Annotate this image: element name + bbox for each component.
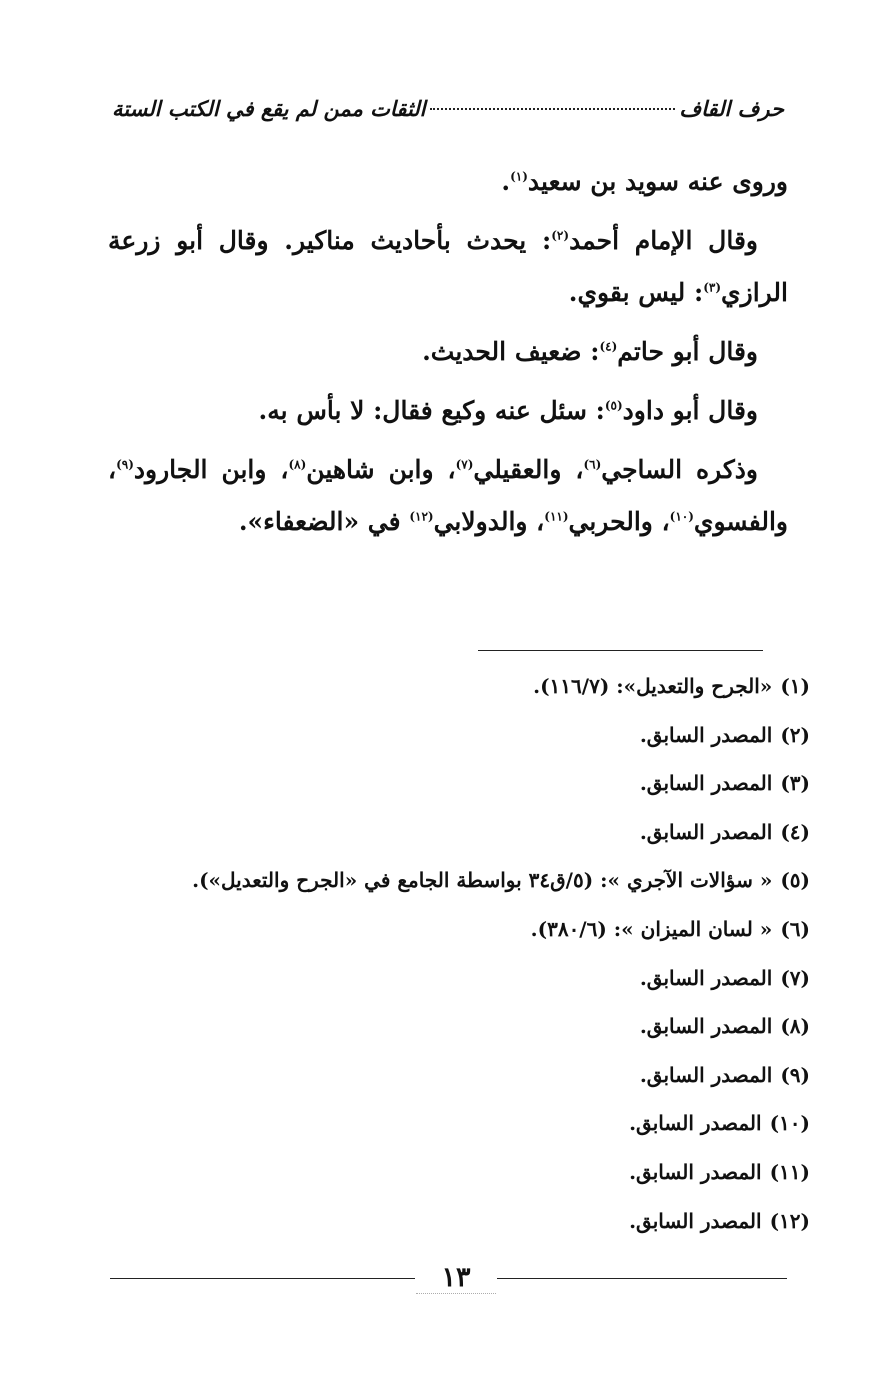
footnote-text: المصدر السابق. (639, 1014, 773, 1039)
footnotes-list (170, 662, 810, 1245)
paragraph-3 (108, 326, 788, 378)
footnote-item (170, 808, 810, 857)
footnote-number: (١) (780, 674, 810, 698)
footnote-ref[interactable]: (١) (510, 169, 528, 184)
footnote-text: المصدر السابق. (639, 1062, 773, 1087)
footnote-text: المصدر السابق. (629, 1111, 762, 1136)
footnote-ref[interactable]: (٢) (551, 228, 570, 243)
page-number: ١٣ (441, 1262, 471, 1293)
footnote-text: المصدر السابق. (639, 722, 773, 747)
footnote-number: (٩) (780, 1062, 810, 1087)
footnote-ref[interactable]: (٨) (288, 457, 307, 472)
footnote-item (170, 1148, 810, 1197)
text-run: وذكره الساجي (601, 455, 758, 484)
text-run: ، وابن شاهين (306, 455, 456, 484)
footnote-item (170, 905, 810, 954)
footnote-text: المصدر السابق. (629, 1208, 762, 1233)
footnote-ref[interactable]: (١٢) (409, 509, 434, 524)
footnote-number: (٧) (780, 965, 810, 990)
footnote-text: «الجرح والتعديل»: (١١٦/٧). (533, 674, 773, 698)
running-header (112, 96, 784, 136)
text-run: : ليس بقوي. (568, 278, 704, 307)
footnote-item (170, 856, 810, 905)
paragraph-1 (108, 156, 788, 208)
main-text (108, 156, 788, 555)
footnote-item (170, 1099, 810, 1148)
chapter-title: حرف القاف (679, 96, 784, 121)
text-run: وقال الإمام أحمد (569, 226, 758, 255)
book-title: الثقات ممن لم يقع في الكتب الستة (112, 96, 426, 121)
footnote-text: المصدر السابق. (639, 965, 773, 990)
text-run: ، والدولابي (433, 507, 545, 536)
text-run: : سئل عنه وكيع فقال: لا بأس به. (258, 396, 605, 425)
footnote-text: « لسان الميزان »: (٣٨٠/٦). (530, 916, 773, 941)
text-run: ، والعقيلي (473, 455, 584, 484)
text-run: . (501, 167, 511, 196)
paragraph-5 (108, 444, 788, 548)
footnote-number: (٥) (780, 868, 810, 893)
footnote-number: (٣) (780, 771, 810, 796)
paragraph-4 (108, 385, 788, 437)
footnote-number: (١١) (769, 1159, 810, 1184)
footnote-number: (٤) (780, 819, 810, 844)
footnote-text: المصدر السابق. (629, 1159, 762, 1184)
text-run: ، والحربي (568, 507, 670, 536)
footnote-number: (٨) (780, 1014, 810, 1039)
footnote-item (170, 954, 810, 1003)
footnote-item (170, 759, 810, 808)
text-run: : يحدث بأحاديث مناكير. وقال أبو زرعة الرازي (108, 226, 788, 307)
footnote-ref[interactable]: (١١) (544, 509, 569, 524)
footnote-item (170, 1002, 810, 1051)
text-run: وقال أبو حاتم (617, 337, 758, 366)
footnote-ref[interactable]: (١٠) (669, 509, 694, 524)
footnote-number: (١٢) (769, 1208, 810, 1233)
footnote-text: « سؤالات الآجري »: (٥/ق٣٤ بواسطة الجامع في «الجرح والتعديل»). (192, 868, 773, 893)
footnote-ref[interactable]: (٩) (116, 457, 134, 472)
footnote-item (170, 1197, 810, 1246)
footnote-ref[interactable]: (٣) (703, 280, 722, 295)
footnote-item (170, 1051, 810, 1100)
footnote-ref[interactable]: (٦) (583, 457, 602, 472)
footer-rule-left (110, 1278, 415, 1279)
text-run: ، وابن الجارود (133, 455, 289, 484)
footnote-ref[interactable]: (٥) (604, 398, 623, 413)
paragraph-2 (108, 215, 788, 319)
text-run: ، والفسوي (108, 455, 788, 536)
footer-rule-right (497, 1278, 787, 1279)
text-run: : ضعيف الحديث. (422, 337, 600, 366)
footnote-item (170, 662, 810, 711)
footnote-ref[interactable]: (٤) (599, 339, 618, 354)
footnote-number: (١٠) (769, 1111, 810, 1136)
footnote-number: (٦) (780, 916, 810, 941)
text-run: وقال أبو داود (622, 396, 758, 425)
text-run: في «الضعفاء». (238, 507, 410, 536)
page-number-ornament (416, 1293, 496, 1306)
footnote-separator (478, 650, 763, 651)
text-run: وروى عنه سويد بن سعيد (527, 167, 788, 196)
footnote-text: المصدر السابق. (639, 819, 773, 844)
footnote-number: (٢) (780, 722, 810, 747)
footnote-item (170, 711, 810, 760)
footnote-ref[interactable]: (٧) (455, 457, 474, 472)
header-leader-dots (430, 108, 676, 110)
footnote-text: المصدر السابق. (639, 771, 773, 796)
